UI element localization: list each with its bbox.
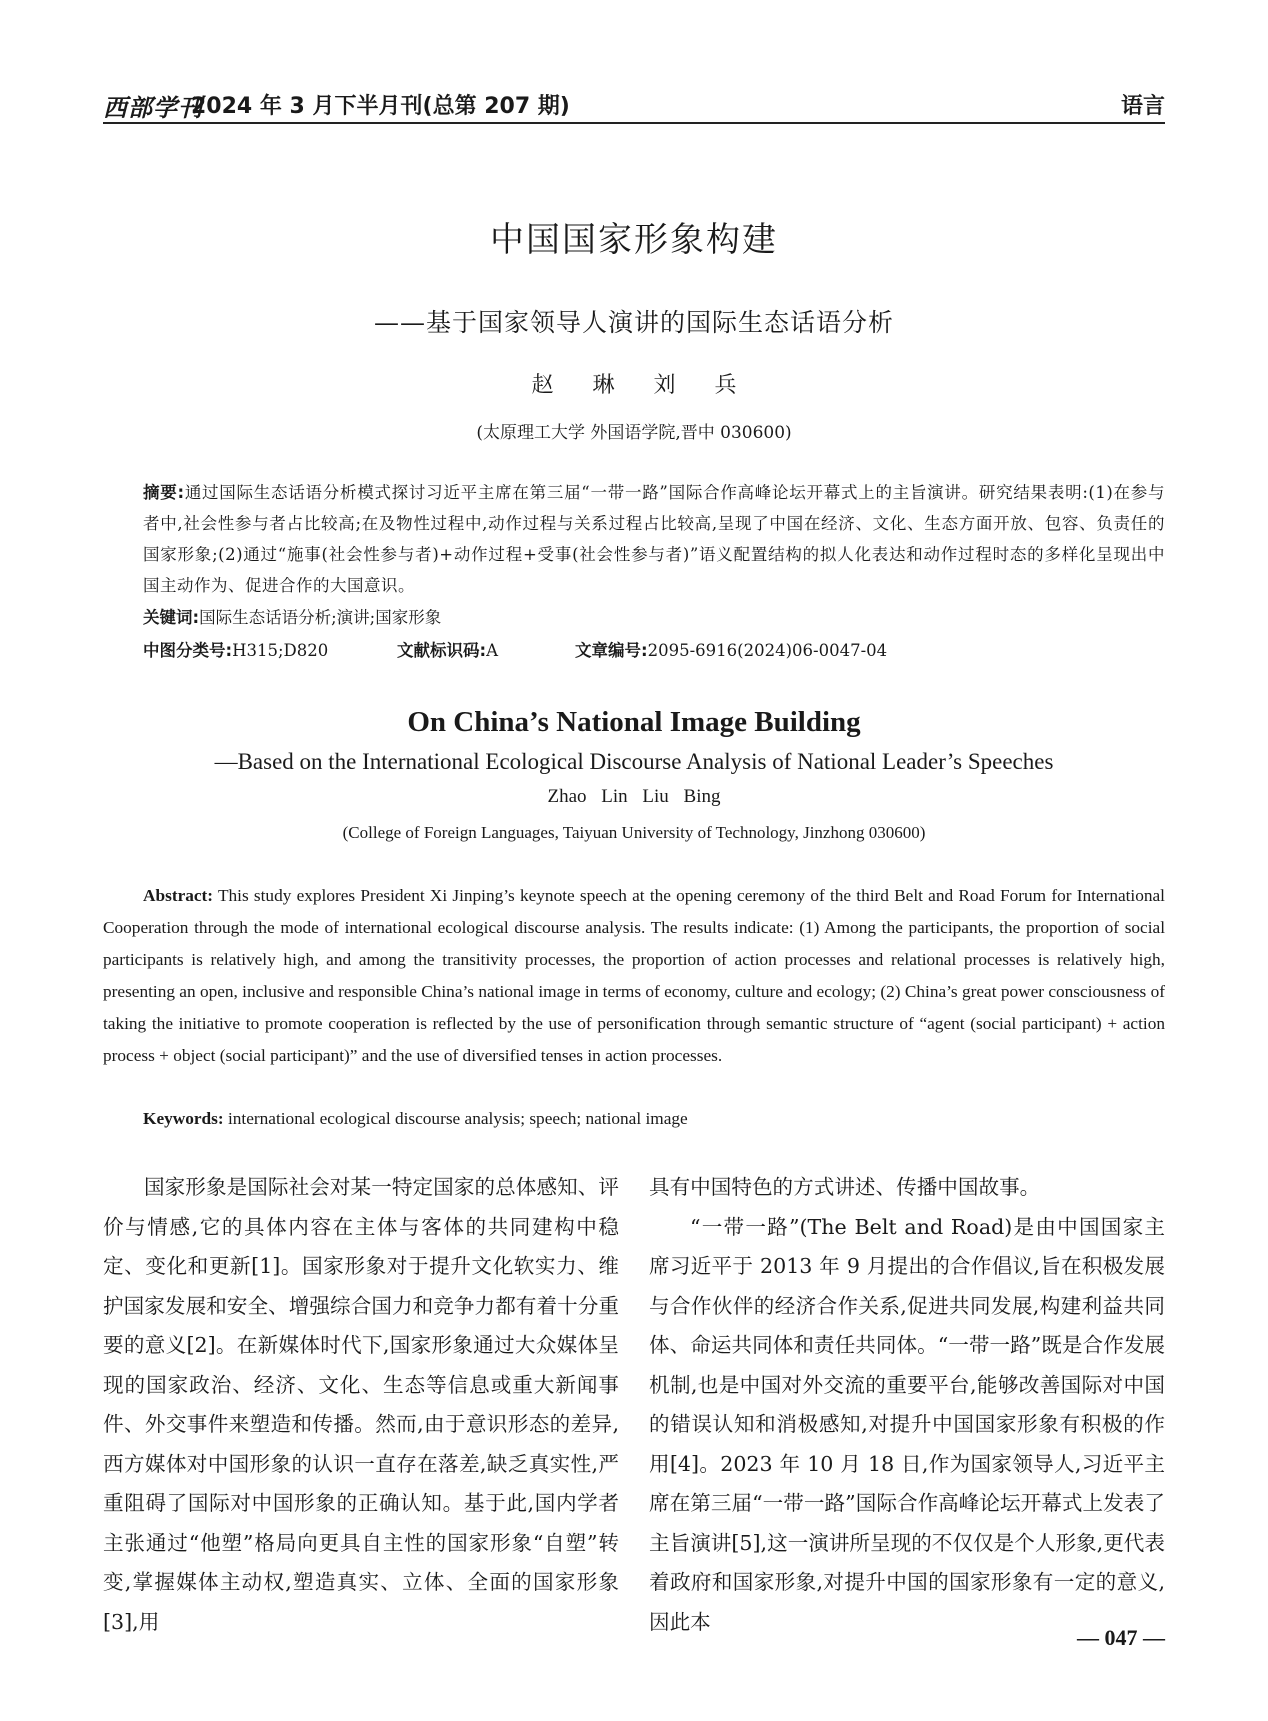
abstract-label-cn: 摘要: [143, 483, 185, 502]
article-title-cn: 中国国家形象构建 [490, 220, 778, 260]
running-header [103, 88, 1165, 124]
keywords-label-cn: 关键词: [143, 608, 200, 627]
journal-logo: 西部学刊 [103, 93, 203, 122]
document-code [397, 637, 498, 661]
body-column-right [649, 1168, 1165, 1642]
keywords-en [143, 1109, 688, 1129]
clc-number [143, 637, 328, 661]
abstract-cn [143, 477, 1165, 601]
section-label: 语言 [1120, 94, 1165, 119]
article-no-value: 2095-6916(2024)06-0047-04 [647, 641, 888, 660]
doc-code-value: A [486, 641, 499, 660]
clc-value: H315;D820 [232, 641, 329, 660]
page-number: — 047 — [1077, 1625, 1165, 1650]
keywords-text-cn: 国际生态话语分析;演讲;国家形象 [199, 608, 442, 627]
keywords-text-en: international ecological discourse analysis; speech; national image [227, 1109, 688, 1128]
authors-en: Zhao Lin Liu Bing [547, 786, 721, 807]
article-title-en: On China’s National Image Building [407, 706, 861, 738]
body-paragraph-2: “一带一路”(The Belt and Road)是由中国国家主席习近平于 2013 年 9 月提出的合作倡议,旨在积极发展与合作伙伴的经济合作关系,促进共同发展,构建利益共同体、命运共同体和责任共同体。“一带一路”既是合作发展机制,也是中国对外交流的重要平台,能够改善国际对中国的错误认知和消极感知,对提升中国国家形象有积极的作用[4]。2023 年 10 月 18 日,作为国家领导人,习近平主席在第三届“一带一路”国际合作高峰论坛开幕式上发表了主旨演讲[5],这一演讲所呈现的不仅仅是个人形象,更代表着政府和国家形象,对提升中国的国家形象有一定的意义,因此本 [649, 1214, 1165, 1634]
body-paragraph-continuation: 具有中国特色的方式讲述、传播中国故事。 [649, 1175, 1041, 1199]
body-paragraph-1: 国家形象是国际社会对某一特定国家的总体感知、评价与情感,它的具体内容在主体与客体的共同建构中稳定、变化和更新[1]。国家形象对于提升文化软实力、维护国家发展和安全、增强综合国力和竞争力都有着十分重要的意义[2]。在新媒体时代下,国家形象通过大众媒体呈现的国家政治、经济、文化、生态等信息或重大新闻事件、外交事件来塑造和传播。然而,由于意识形态的差异,西方媒体对中国形象的认识一直存在落差,缺乏真实性,严重阻碍了国际对中国形象的正确认知。基于此,国内学者主张通过“他塑”格局向更具自主性的国家形象“自塑”转变,掌握媒体主动权,塑造真实、立体、全面的国家形象[3],用 [103, 1175, 619, 1634]
keywords-cn [143, 604, 441, 628]
keywords-label-en: Keywords: [143, 1109, 224, 1128]
authors-cn: 赵 琳 刘 兵 [531, 373, 737, 398]
abstract-text-en: This study explores President Xi Jinping’s keynote speech at the opening ceremony of the third Belt and Road Forum for International Cooperation through the mode of international ecological discourse analysis. The results indicate: (1) Among the participants, the proportion of social participants is relatively high, and among the transitivity processes, the proportion of action processes and relational processes is relatively high, presenting an open, inclusive and responsible China’s national image in terms of economy, culture and ecology; (2) China’s great power consciousness of taking the initiative to promote cooperation is reflected by the use of personification through semantic structure of “agent (social participant) + action process + object (social participant)” and the use of diversified tenses in action processes. [103, 886, 1165, 1065]
abstract-text-cn: 通过国际生态话语分析模式探讨习近平主席在第三届“一带一路”国际合作高峰论坛开幕式上的主旨演讲。研究结果表明:(1)在参与者中,社会性参与者占比较高;在及物性过程中,动作过程与关系过程占比较高,呈现了中国在经济、文化、生态方面开放、包容、负责任的国家形象;(2)通过“施事(社会性参与者)+动作过程+受事(社会性参与者)”语义配置结构的拟人化表达和动作过程时态的多样化呈现出中国主动作为、促进合作的大国意识。 [143, 483, 1165, 595]
article-no-label: 文章编号: [575, 641, 648, 660]
abstract-en [103, 880, 1165, 1072]
issue-info: 2024 年 3 月下半月刊(总第 207 期) [191, 94, 570, 119]
doc-code-label: 文献标识码: [397, 641, 487, 660]
article-subtitle-cn: ——基于国家领导人演讲的国际生态话语分析 [373, 308, 894, 337]
abstract-label-en: Abstract: [143, 886, 214, 905]
body-column-left [103, 1168, 619, 1642]
article-subtitle-en: —Based on the International Ecological Discourse Analysis of National Leader’s Speeches [214, 749, 1054, 774]
affiliation-cn: (太原理工大学 外国语学院,晋中 030600) [476, 423, 792, 443]
clc-label: 中图分类号: [143, 641, 233, 660]
affiliation-en: (College of Foreign Languages, Taiyuan University of Technology, Jinzhong 030600) [342, 823, 926, 842]
article-number [575, 637, 887, 661]
